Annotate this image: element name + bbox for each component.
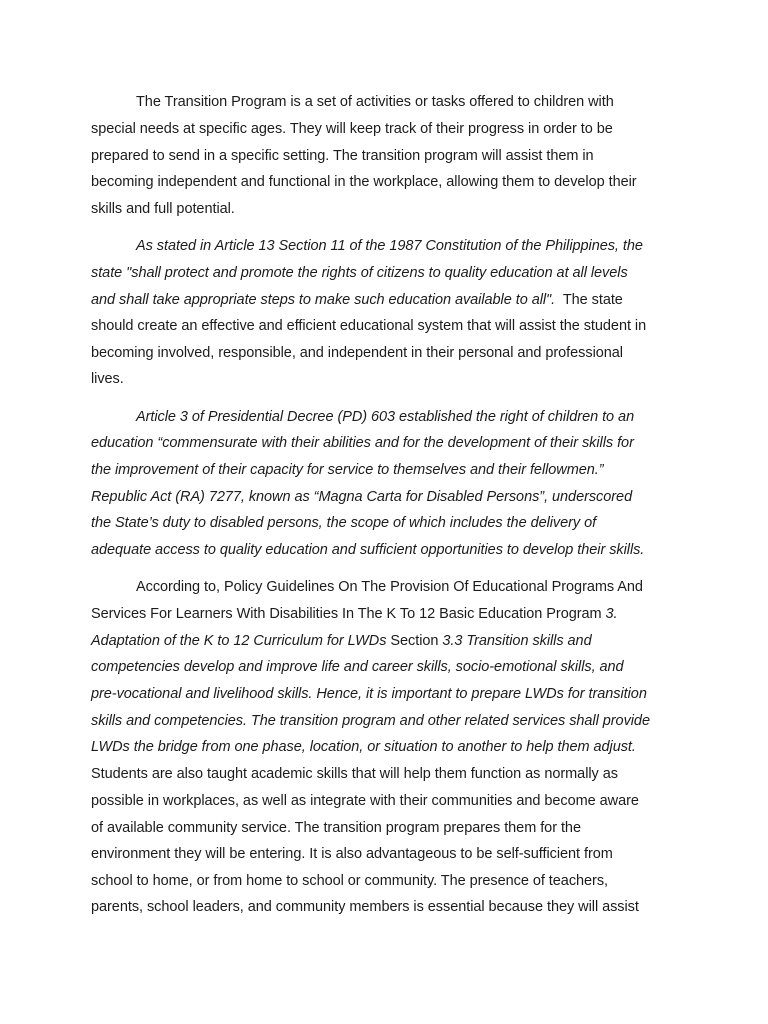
p4-line-11: environment they will be entering. It is also advantageous to be self-sufficient from xyxy=(91,846,613,862)
p4-line-12: school to home, or from home to school or community. The presence of teachers, xyxy=(91,873,609,889)
p4-line-13: parents, school leaders, and community members is essential because they will assist xyxy=(91,899,639,915)
p4-line-9: possible in workplaces, as well as integrate with their communities and become aware xyxy=(91,793,639,809)
p4-line-3-italic: Adaptation of the K to 12 Curriculum for LWDs xyxy=(91,633,387,649)
p2-line-3 xyxy=(91,291,623,309)
p2-line-4: should create an effective and efficient educational system that will assist the student in xyxy=(91,318,647,334)
p3-line-1: Article 3 of Presidential Decree (PD) 603 established the right of children to an xyxy=(136,409,635,425)
p1-line-3: prepared to send in a specific setting. The transition program will assist them in xyxy=(91,148,594,164)
p4-line-2-plain: Services For Learners With Disabilities In The K To 12 Basic Education Program xyxy=(91,606,606,622)
p3-line-4: Republic Act (RA) 7277, known as “Magna Carta for Disabled Persons”, underscored xyxy=(91,489,633,505)
p4-line-1: According to, Policy Guidelines On The Provision Of Educational Programs And xyxy=(136,579,643,595)
p4-line-3 xyxy=(91,632,592,650)
p2-line-6: lives. xyxy=(91,371,124,387)
p1-line-4: becoming independent and functional in the workplace, allowing them to develop their xyxy=(91,174,637,190)
p1-line-2: special needs at specific ages. They will keep track of their progress in order to be xyxy=(91,121,613,137)
p4-line-2-italic: 3. xyxy=(605,606,618,622)
p4-line-2 xyxy=(91,605,618,623)
p4-line-5: pre-vocational and livelihood skills. Hence, it is important to prepare LWDs for transition xyxy=(91,686,647,702)
p2-line-1: As stated in Article 13 Section 11 of the 1987 Constitution of the Philippines, the xyxy=(136,238,643,254)
p4-line-3-italic-2: 3.3 Transition skills and xyxy=(442,633,592,649)
p2-line-2: state "shall protect and promote the rights of citizens to quality education at all levels xyxy=(91,265,628,281)
p1-line-1: The Transition Program is a set of activities or tasks offered to children with xyxy=(136,94,614,110)
p3-line-2: education “commensurate with their abilities and for the development of their skills for xyxy=(91,435,634,451)
p4-line-8: Students are also taught academic skills that will help them function as normally as xyxy=(91,766,618,782)
p4-line-4: competencies develop and improve life and career skills, socio-emotional skills, and xyxy=(91,659,624,675)
p3-line-5: the State’s duty to disabled persons, the scope of which includes the delivery of xyxy=(91,515,597,531)
p4-line-6: skills and competencies. The transition program and other related services shall provide xyxy=(91,713,650,729)
p4-line-10: of available community service. The transition program prepares them for the xyxy=(91,820,581,836)
p2-line-5: becoming involved, responsible, and independent in their personal and professional xyxy=(91,345,623,361)
p2-line-3-italic: and shall take appropriate steps to make such education available to all". xyxy=(91,292,556,308)
p4-line-3-plain: Section xyxy=(386,633,443,649)
p3-line-3: the improvement of their capacity for service to themselves and their fellowmen.” xyxy=(91,462,604,478)
p4-line-7: LWDs the bridge from one phase, location, or situation to another to help them adjust. xyxy=(91,739,636,755)
p2-line-3-rest: The state xyxy=(555,292,623,308)
p3-line-6: adequate access to quality education and sufficient opportunities to develop their skills. xyxy=(91,542,645,558)
p1-line-5: skills and full potential. xyxy=(91,201,235,217)
